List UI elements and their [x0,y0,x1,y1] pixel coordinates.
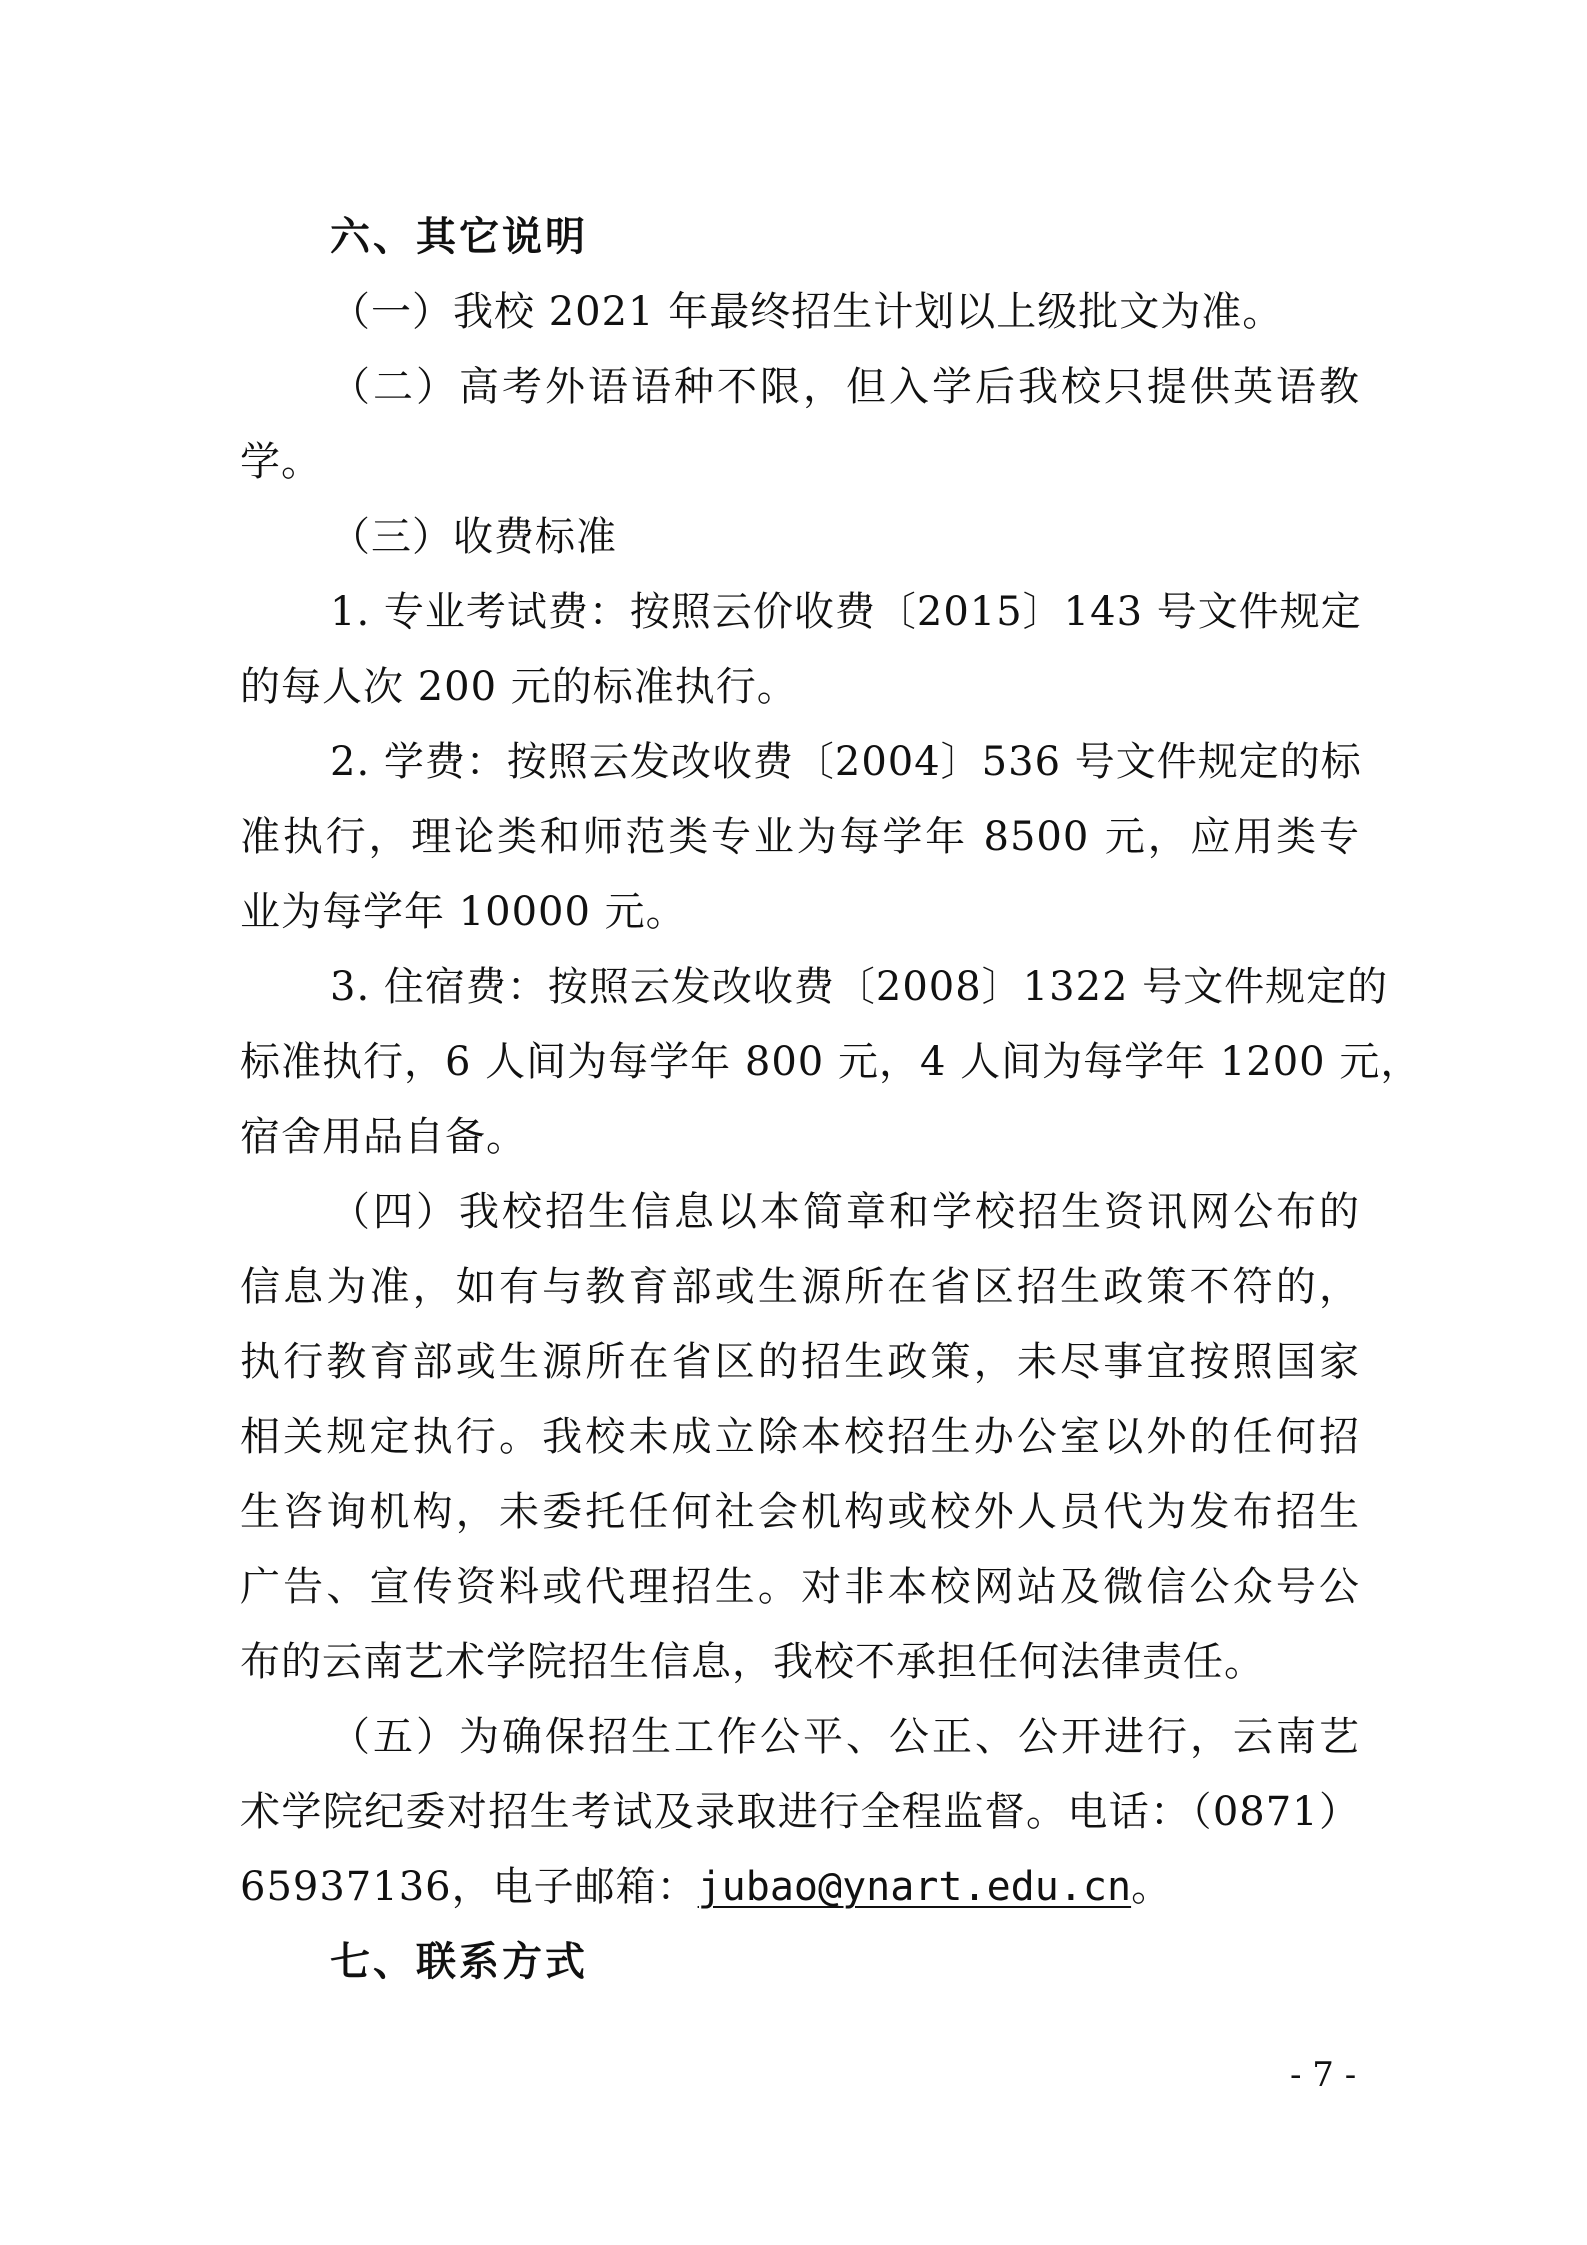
fee-2-line-1: 2. 学费：按照云发改收费〔2004〕536 号文件规定的标 [330,739,1362,785]
item-5-line-3 [240,1862,1360,1912]
fee-3-line-1: 3. 住宿费：按照云发改收费〔2008〕1322 号文件规定的 [330,964,1389,1010]
item-4-line-7: 布的云南艺术学院招生信息，我校不承担任何法律责任。 [240,1639,1265,1685]
item-4-line-3: 执行教育部或生源所在省区的招生政策，未尽事宜按照国家 [240,1339,1360,1385]
fee-3-line-2: 标准执行，6 人间为每学年 800 元，4 人间为每学年 1200 元， [240,1039,1422,1085]
page-number: - 7 - [1290,2055,1357,2095]
fee-1-line-1: 1. 专业考试费：按照云价收费〔2015〕143 号文件规定 [330,589,1362,635]
section-7-heading: 七、联系方式 [330,1939,588,1985]
item-1-line: （一）我校 2021 年最终招生计划以上级批文为准。 [330,289,1284,335]
item-5-contact-suffix: 。 [1131,1864,1173,1910]
item-4-line-1: （四）我校招生信息以本简章和学校招生资讯网公布的 [330,1189,1360,1235]
item-5-line-1: （五）为确保招生工作公平、公正、公开进行，云南艺 [330,1714,1360,1760]
item-2-line-1: （二）高考外语语种不限，但入学后我校只提供英语教 [330,364,1360,410]
item-4-line-6: 广告、宣传资料或代理招生。对非本校网站及微信公众号公 [240,1564,1360,1610]
fee-2-line-2: 准执行，理论类和师范类专业为每学年 8500 元，应用类专 [240,814,1360,860]
section-6-heading: 六、其它说明 [330,214,588,260]
item-5-line-2: 术学院纪委对招生考试及录取进行全程监督。电话：（0871） [240,1789,1360,1835]
item-3-title: （三）收费标准 [330,514,617,560]
item-5-contact-prefix: 65937136，电子邮箱： [240,1864,698,1910]
fee-3-line-3: 宿舍用品自备。 [240,1114,527,1160]
email-link[interactable]: jubao@ynart.edu.cn [697,1864,1132,1910]
item-4-line-5: 生咨询机构，未委托任何社会机构或校外人员代为发布招生 [240,1489,1360,1535]
fee-1-line-2: 的每人次 200 元的标准执行。 [240,664,798,710]
item-4-line-2: 信息为准，如有与教育部或生源所在省区招生政策不符的， [240,1264,1360,1310]
item-4-line-4: 相关规定执行。我校未成立除本校招生办公室以外的任何招 [240,1414,1360,1460]
fee-2-line-3: 业为每学年 10000 元。 [240,889,687,935]
item-2-line-2: 学。 [240,439,322,485]
